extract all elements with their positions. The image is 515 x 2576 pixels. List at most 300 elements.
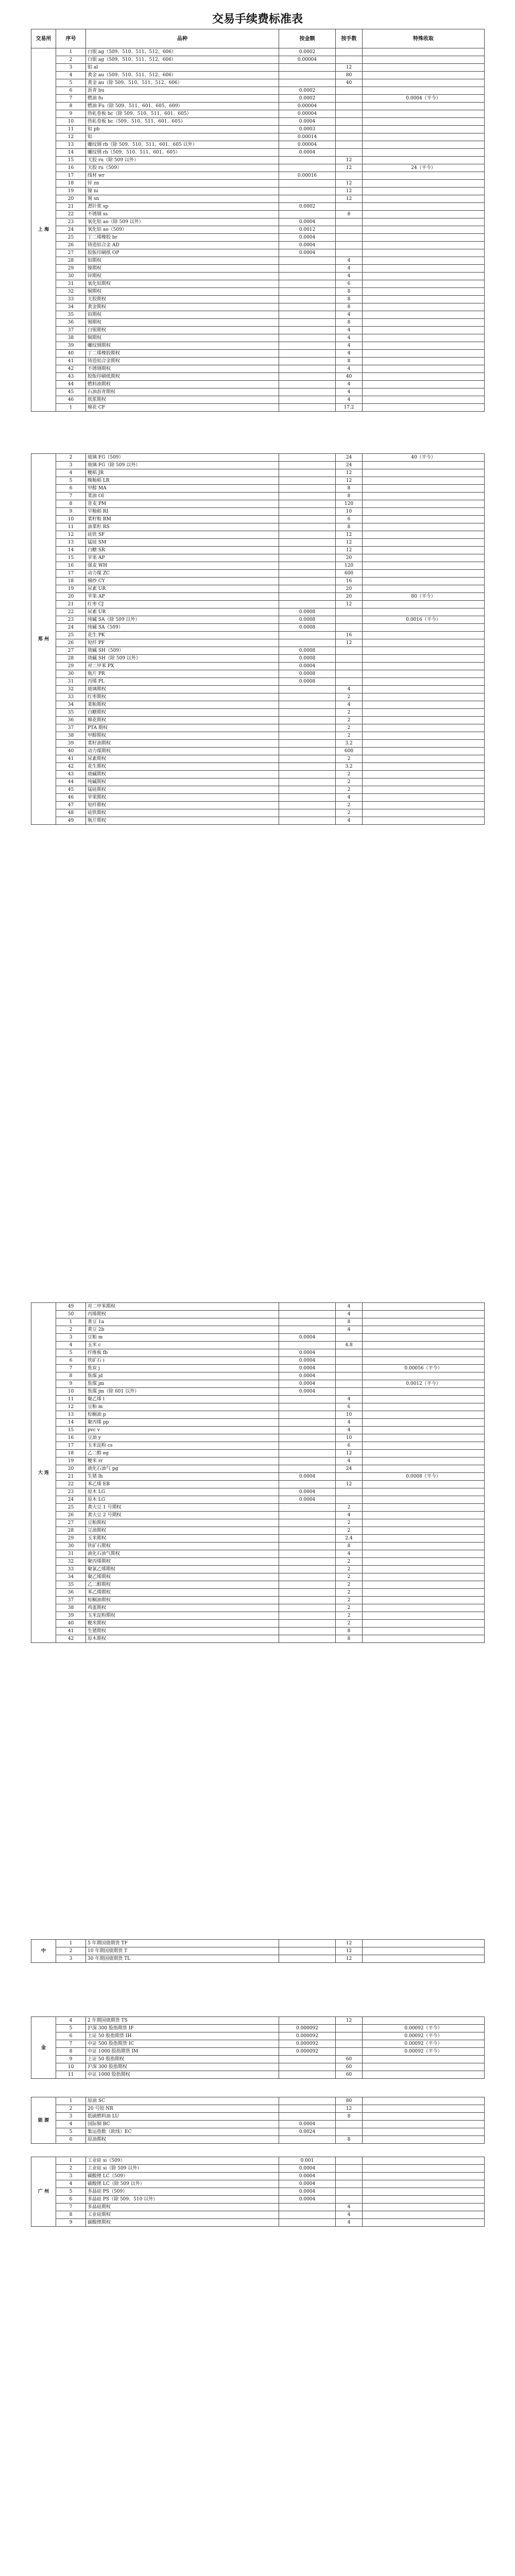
product-name: 豆粕期权 [86, 1519, 279, 1527]
table-row [31, 72, 485, 79]
fee-by-amount: 0.0002 [279, 95, 336, 103]
product-name: 多晶硅 PS（509） [86, 2188, 279, 2196]
row-number: 3 [56, 462, 86, 469]
fee-by-amount: 0.0004 [279, 2180, 336, 2188]
row-number: 5 [56, 2025, 86, 2032]
row-number: 37 [56, 327, 86, 334]
fee-by-lot: 12 [336, 531, 363, 539]
fee-by-amount [279, 531, 336, 539]
fee-by-amount: 0.0008 [279, 647, 336, 655]
special-fee [363, 1620, 485, 1628]
row-number: 4 [56, 469, 86, 477]
fee-by-lot: 8 [336, 523, 363, 531]
exchange-name: 大 连 [31, 1303, 56, 1643]
fee-by-lot: 3.2 [336, 763, 363, 771]
fee-by-amount [279, 562, 336, 570]
table-row [31, 763, 485, 771]
special-fee [363, 531, 485, 539]
fee-by-lot [336, 126, 363, 133]
special-fee [363, 2173, 485, 2180]
table-row [31, 172, 485, 180]
product-name: 燃料油期权 [86, 381, 279, 388]
special-fee [363, 87, 485, 95]
fee-by-lot [336, 2180, 363, 2188]
product-name: 铝 al [86, 64, 279, 72]
product-name: 短纤期权 [86, 802, 279, 809]
special-fee [363, 748, 485, 755]
table-row [31, 56, 485, 64]
fee-by-amount: 0.0004 [279, 242, 336, 249]
fee-by-amount [279, 809, 336, 817]
row-number: 31 [56, 678, 86, 686]
fee-by-lot: 8 [336, 2113, 363, 2121]
special-fee [363, 670, 485, 678]
row-number: 9 [56, 2056, 86, 2063]
row-number: 7 [56, 95, 86, 103]
product-name: 玻璃 FG（除 509 以外） [86, 462, 279, 469]
special-fee [363, 350, 485, 358]
table-row [31, 2211, 485, 2219]
fee-by-amount [279, 601, 336, 608]
product-name: 黄金期权 [86, 303, 279, 311]
table-row [31, 358, 485, 365]
fee-by-lot: 4 [336, 686, 363, 693]
row-number: 41 [56, 358, 86, 365]
special-fee [363, 1955, 485, 1963]
fee-by-lot: 12 [336, 195, 363, 203]
row-number: 36 [56, 319, 86, 327]
product-name: 黄豆 2b [86, 1326, 279, 1334]
product-name: 菜粕期权 [86, 701, 279, 709]
fee-by-amount [279, 732, 336, 740]
product-name: 铸造铝合金 AD [86, 242, 279, 249]
fee-by-lot: 2 [336, 802, 363, 809]
special-fee [363, 1349, 485, 1357]
product-name: 硅铁期权 [86, 809, 279, 817]
fee-by-amount: 0.0004 [279, 1365, 336, 1372]
table-row [31, 2180, 485, 2188]
row-number: 39 [56, 740, 86, 748]
table-row [31, 1372, 485, 1380]
fee-by-lot: 60 [336, 2071, 363, 2079]
fee-by-amount [279, 1573, 336, 1581]
special-fee [363, 48, 485, 56]
special-fee [363, 242, 485, 249]
row-number: 27 [56, 1519, 86, 1527]
table-row [31, 180, 485, 188]
fee-by-amount [279, 2071, 336, 2079]
fee-by-amount [279, 523, 336, 531]
fee-by-amount [279, 164, 336, 172]
row-number: 1 [56, 48, 86, 56]
special-fee [363, 817, 485, 825]
fee-by-lot: 12 [336, 547, 363, 554]
special-fee [363, 327, 485, 334]
fee-by-lot: 8 [336, 493, 363, 500]
fee-by-amount [279, 693, 336, 701]
fee-by-amount: 0.0008 [279, 616, 336, 624]
special-fee [363, 500, 485, 508]
row-number: 40 [56, 1620, 86, 1628]
fee-by-lot: 20 [336, 585, 363, 593]
fee-by-lot: 4 [336, 273, 363, 280]
row-number: 31 [56, 1550, 86, 1558]
fee-by-lot [336, 647, 363, 655]
fee-by-lot [336, 624, 363, 632]
fee-by-lot: 12 [336, 477, 363, 485]
exchange-name: 能 源 [31, 2097, 56, 2144]
fee-by-lot: 4 [336, 365, 363, 373]
product-name: 黄大豆 2 号期权 [86, 1512, 279, 1519]
table-row [31, 327, 485, 334]
fee-by-amount [279, 554, 336, 562]
product-name: 线材 wr [86, 172, 279, 180]
fee-by-amount [279, 500, 336, 508]
fee-by-amount [279, 593, 336, 601]
fee-by-amount [279, 2136, 336, 2144]
row-number: 5 [56, 79, 86, 87]
fee-by-lot: 12 [336, 539, 363, 547]
product-name: 纤维板 fb [86, 1349, 279, 1357]
fee-by-amount [279, 1450, 336, 1458]
special-fee [363, 516, 485, 523]
fee-by-amount: 0.000092 [279, 2025, 336, 2032]
product-name: 黄金 au（509、510、511、512、606） [86, 72, 279, 79]
fee-by-lot: 12 [336, 164, 363, 172]
table-row [31, 1504, 485, 1512]
special-fee [363, 1597, 485, 1604]
special-fee [363, 1589, 485, 1597]
fee-by-amount [279, 748, 336, 755]
special-fee [363, 539, 485, 547]
fee-by-lot [336, 2157, 363, 2165]
special-fee [363, 2180, 485, 2188]
row-number: 8 [56, 2211, 86, 2219]
special-fee [363, 1519, 485, 1527]
fee-by-lot [336, 2165, 363, 2173]
table-row [31, 1566, 485, 1573]
row-number: 5 [56, 2128, 86, 2136]
special-fee [363, 396, 485, 404]
fee-by-lot: 2 [336, 771, 363, 778]
row-number: 50 [56, 1311, 86, 1318]
fee-by-lot: 2 [336, 717, 363, 724]
fee-by-lot: 8 [336, 1543, 363, 1550]
table-row [31, 2048, 485, 2056]
table-row [31, 1458, 485, 1465]
fee-by-amount [279, 1318, 336, 1326]
special-fee [363, 1342, 485, 1349]
row-number: 1 [56, 2097, 86, 2105]
fee-by-lot [336, 242, 363, 249]
product-name: 对二甲苯期权 [86, 1303, 279, 1311]
table-row [31, 1427, 485, 1434]
special-fee [363, 2017, 485, 2025]
product-name: 粳米 rr [86, 1458, 279, 1465]
special-fee [363, 1357, 485, 1365]
table-row [31, 157, 485, 164]
row-number: 23 [56, 218, 86, 226]
product-name: 锌 zn [86, 180, 279, 188]
table-row [31, 1955, 485, 1963]
special-fee: 0.00056（平今） [363, 1365, 485, 1372]
product-name: 热轧卷板 hc（509、510、511、601、605） [86, 118, 279, 126]
fee-by-amount: 0.0004 [279, 2165, 336, 2173]
fee-by-amount: 0.0004 [279, 1334, 336, 1342]
table-row [31, 48, 485, 56]
fee-by-lot: 600 [336, 748, 363, 755]
table-row [31, 388, 485, 396]
fee-by-lot: 2 [336, 1519, 363, 1527]
fee-by-lot [336, 608, 363, 616]
special-fee [363, 462, 485, 469]
special-fee [363, 1403, 485, 1411]
row-number: 6 [56, 2136, 86, 2144]
table-row [31, 1535, 485, 1543]
row-number: 45 [56, 388, 86, 396]
special-fee [363, 794, 485, 802]
fee-by-lot: 24 [336, 454, 363, 462]
fee-by-lot: 4 [336, 2219, 363, 2227]
product-name: 棉花 CF [86, 404, 279, 412]
row-number: 43 [56, 771, 86, 778]
fee-by-lot: 17.2 [336, 404, 363, 412]
exchange-name: 上 海 [31, 48, 56, 412]
table-row [31, 531, 485, 539]
row-number: 28 [56, 1527, 86, 1535]
fee-by-lot: 2 [336, 778, 363, 786]
fee-by-amount: 0.0012 [279, 226, 336, 234]
fee-by-amount [279, 469, 336, 477]
row-number: 5 [56, 2188, 86, 2196]
special-fee [363, 388, 485, 396]
special-fee [363, 2113, 485, 2121]
fee-by-amount [279, 342, 336, 350]
special-fee [363, 2105, 485, 2113]
fee-by-amount [279, 1566, 336, 1573]
row-number: 32 [56, 288, 86, 296]
header-row [31, 29, 485, 48]
special-fee [363, 1442, 485, 1450]
row-number: 20 [56, 195, 86, 203]
row-number: 33 [56, 1566, 86, 1573]
table-row [31, 624, 485, 632]
row-number: 5 [56, 1349, 86, 1357]
fee-by-lot: 12 [336, 1955, 363, 1963]
table-row [31, 311, 485, 319]
fee-by-amount [279, 1543, 336, 1550]
fee-by-amount [279, 265, 336, 273]
product-name: 玻璃 FG（509） [86, 454, 279, 462]
fee-by-lot [336, 1349, 363, 1357]
special-fee [363, 1303, 485, 1311]
table-row [31, 485, 485, 493]
table-row [31, 2173, 485, 2180]
column-header: 序号 [56, 29, 86, 48]
row-number: 30 [56, 1543, 86, 1550]
product-name: 粳米期权 [86, 1620, 279, 1628]
row-number: 15 [56, 1427, 86, 1434]
special-fee [363, 2196, 485, 2204]
row-number: 28 [56, 655, 86, 663]
table-row [31, 1419, 485, 1427]
row-number: 44 [56, 381, 86, 388]
fee-by-amount [279, 211, 336, 218]
fee-by-lot [336, 118, 363, 126]
special-fee [363, 226, 485, 234]
special-fee [363, 1427, 485, 1434]
table-row [31, 396, 485, 404]
product-name: 5 年期国债期货 TF [86, 1940, 279, 1947]
fee-by-amount [279, 794, 336, 802]
fee-by-amount [279, 1558, 336, 1566]
fee-by-amount [279, 1628, 336, 1635]
row-number: 18 [56, 578, 86, 585]
fee-by-amount [279, 786, 336, 794]
table-row [31, 1473, 485, 1481]
table-row [31, 373, 485, 381]
product-name: 红枣期权 [86, 693, 279, 701]
table-row [31, 1628, 485, 1635]
table-row [31, 516, 485, 523]
fee-by-lot: 2 [336, 1527, 363, 1535]
fee-by-lot: 16 [336, 632, 363, 639]
fee-by-amount [279, 763, 336, 771]
special-fee [363, 1512, 485, 1519]
fee-by-amount [279, 1411, 336, 1419]
special-fee [363, 1535, 485, 1543]
product-name: 工业硅期权 [86, 2211, 279, 2219]
table-row [31, 1512, 485, 1519]
special-fee: 80（平今） [363, 593, 485, 601]
row-number: 42 [56, 1635, 86, 1643]
special-fee [363, 469, 485, 477]
table-row [31, 562, 485, 570]
table-row [31, 771, 485, 778]
fee-by-lot: 4 [336, 1303, 363, 1311]
row-number: 14 [56, 149, 86, 157]
product-name: 苯乙烯期权 [86, 1589, 279, 1597]
special-fee [363, 1318, 485, 1326]
row-number: 3 [56, 2113, 86, 2121]
special-fee [363, 1566, 485, 1573]
row-number: 38 [56, 334, 86, 342]
fee-by-lot: 4 [336, 1419, 363, 1427]
product-name: 铸造铝合金期权 [86, 358, 279, 365]
table-row [31, 242, 485, 249]
fee-table-2 [31, 1302, 485, 1643]
fee-table-0 [31, 29, 485, 412]
table-row [31, 1388, 485, 1396]
table-row [31, 1635, 485, 1643]
fee-by-amount: 0.000092 [279, 2040, 336, 2048]
product-name: 黄金 au（除 509、510、511、512、606） [86, 79, 279, 87]
special-fee [363, 1581, 485, 1589]
fee-by-lot [336, 2196, 363, 2204]
table-row [31, 110, 485, 118]
row-number: 39 [56, 342, 86, 350]
fee-by-lot [336, 616, 363, 624]
special-fee [363, 601, 485, 608]
product-name: 花生期权 [86, 763, 279, 771]
special-fee [363, 678, 485, 686]
product-name: 油菜籽 RS [86, 523, 279, 531]
table-row [31, 709, 485, 717]
fee-by-lot [336, 1334, 363, 1342]
fee-by-lot: 4 [336, 311, 363, 319]
fee-by-lot: 12 [336, 64, 363, 72]
table-row [31, 133, 485, 141]
table-row [31, 1620, 485, 1628]
table-row [31, 670, 485, 678]
product-name: 10 年期国债期货 T [86, 1947, 279, 1955]
table-row [31, 2188, 485, 2196]
product-name: 生猪期权 [86, 1628, 279, 1635]
table-row [31, 1604, 485, 1612]
fee-by-lot: 2 [336, 809, 363, 817]
special-fee [363, 755, 485, 763]
table-row [31, 1403, 485, 1411]
special-fee [363, 1558, 485, 1566]
special-fee [363, 2128, 485, 2136]
fee-by-amount [279, 311, 336, 319]
fee-by-lot [336, 234, 363, 242]
fee-by-amount [279, 1620, 336, 1628]
fee-by-lot: 8 [336, 319, 363, 327]
row-number: 36 [56, 717, 86, 724]
row-number: 33 [56, 296, 86, 303]
fee-by-amount: 0.0008 [279, 624, 336, 632]
product-name: 普麦 PM [86, 500, 279, 508]
fee-by-lot [336, 95, 363, 103]
special-fee [363, 717, 485, 724]
table-row [31, 2040, 485, 2048]
table-row [31, 778, 485, 786]
row-number: 22 [56, 608, 86, 616]
product-name: 黄大豆 1 号期权 [86, 1504, 279, 1512]
product-name: 丁二烯橡胶 br [86, 234, 279, 242]
fee-by-lot: 6 [336, 280, 363, 288]
special-fee [363, 647, 485, 655]
table-row [31, 817, 485, 825]
table-row [31, 539, 485, 547]
table-row [31, 786, 485, 794]
table-row [31, 469, 485, 477]
fee-by-lot: 4 [336, 327, 363, 334]
row-number: 30 [56, 670, 86, 678]
table-row [31, 500, 485, 508]
fee-by-amount [279, 1581, 336, 1589]
special-fee [363, 663, 485, 670]
row-number: 7 [56, 1365, 86, 1372]
row-number: 21 [56, 601, 86, 608]
row-number: 19 [56, 1458, 86, 1465]
row-number: 34 [56, 1573, 86, 1581]
exchange-name: 中 [31, 1940, 56, 1963]
fee-by-amount [279, 516, 336, 523]
table-row [31, 234, 485, 242]
special-fee [363, 1311, 485, 1318]
special-fee [363, 709, 485, 717]
special-fee: 0.0012（平今） [363, 1380, 485, 1388]
special-fee [363, 334, 485, 342]
special-fee [363, 2157, 485, 2165]
row-number: 26 [56, 242, 86, 249]
row-number: 35 [56, 311, 86, 319]
special-fee [363, 280, 485, 288]
special-fee [363, 157, 485, 164]
product-name: 液化石油气 pg [86, 1465, 279, 1473]
